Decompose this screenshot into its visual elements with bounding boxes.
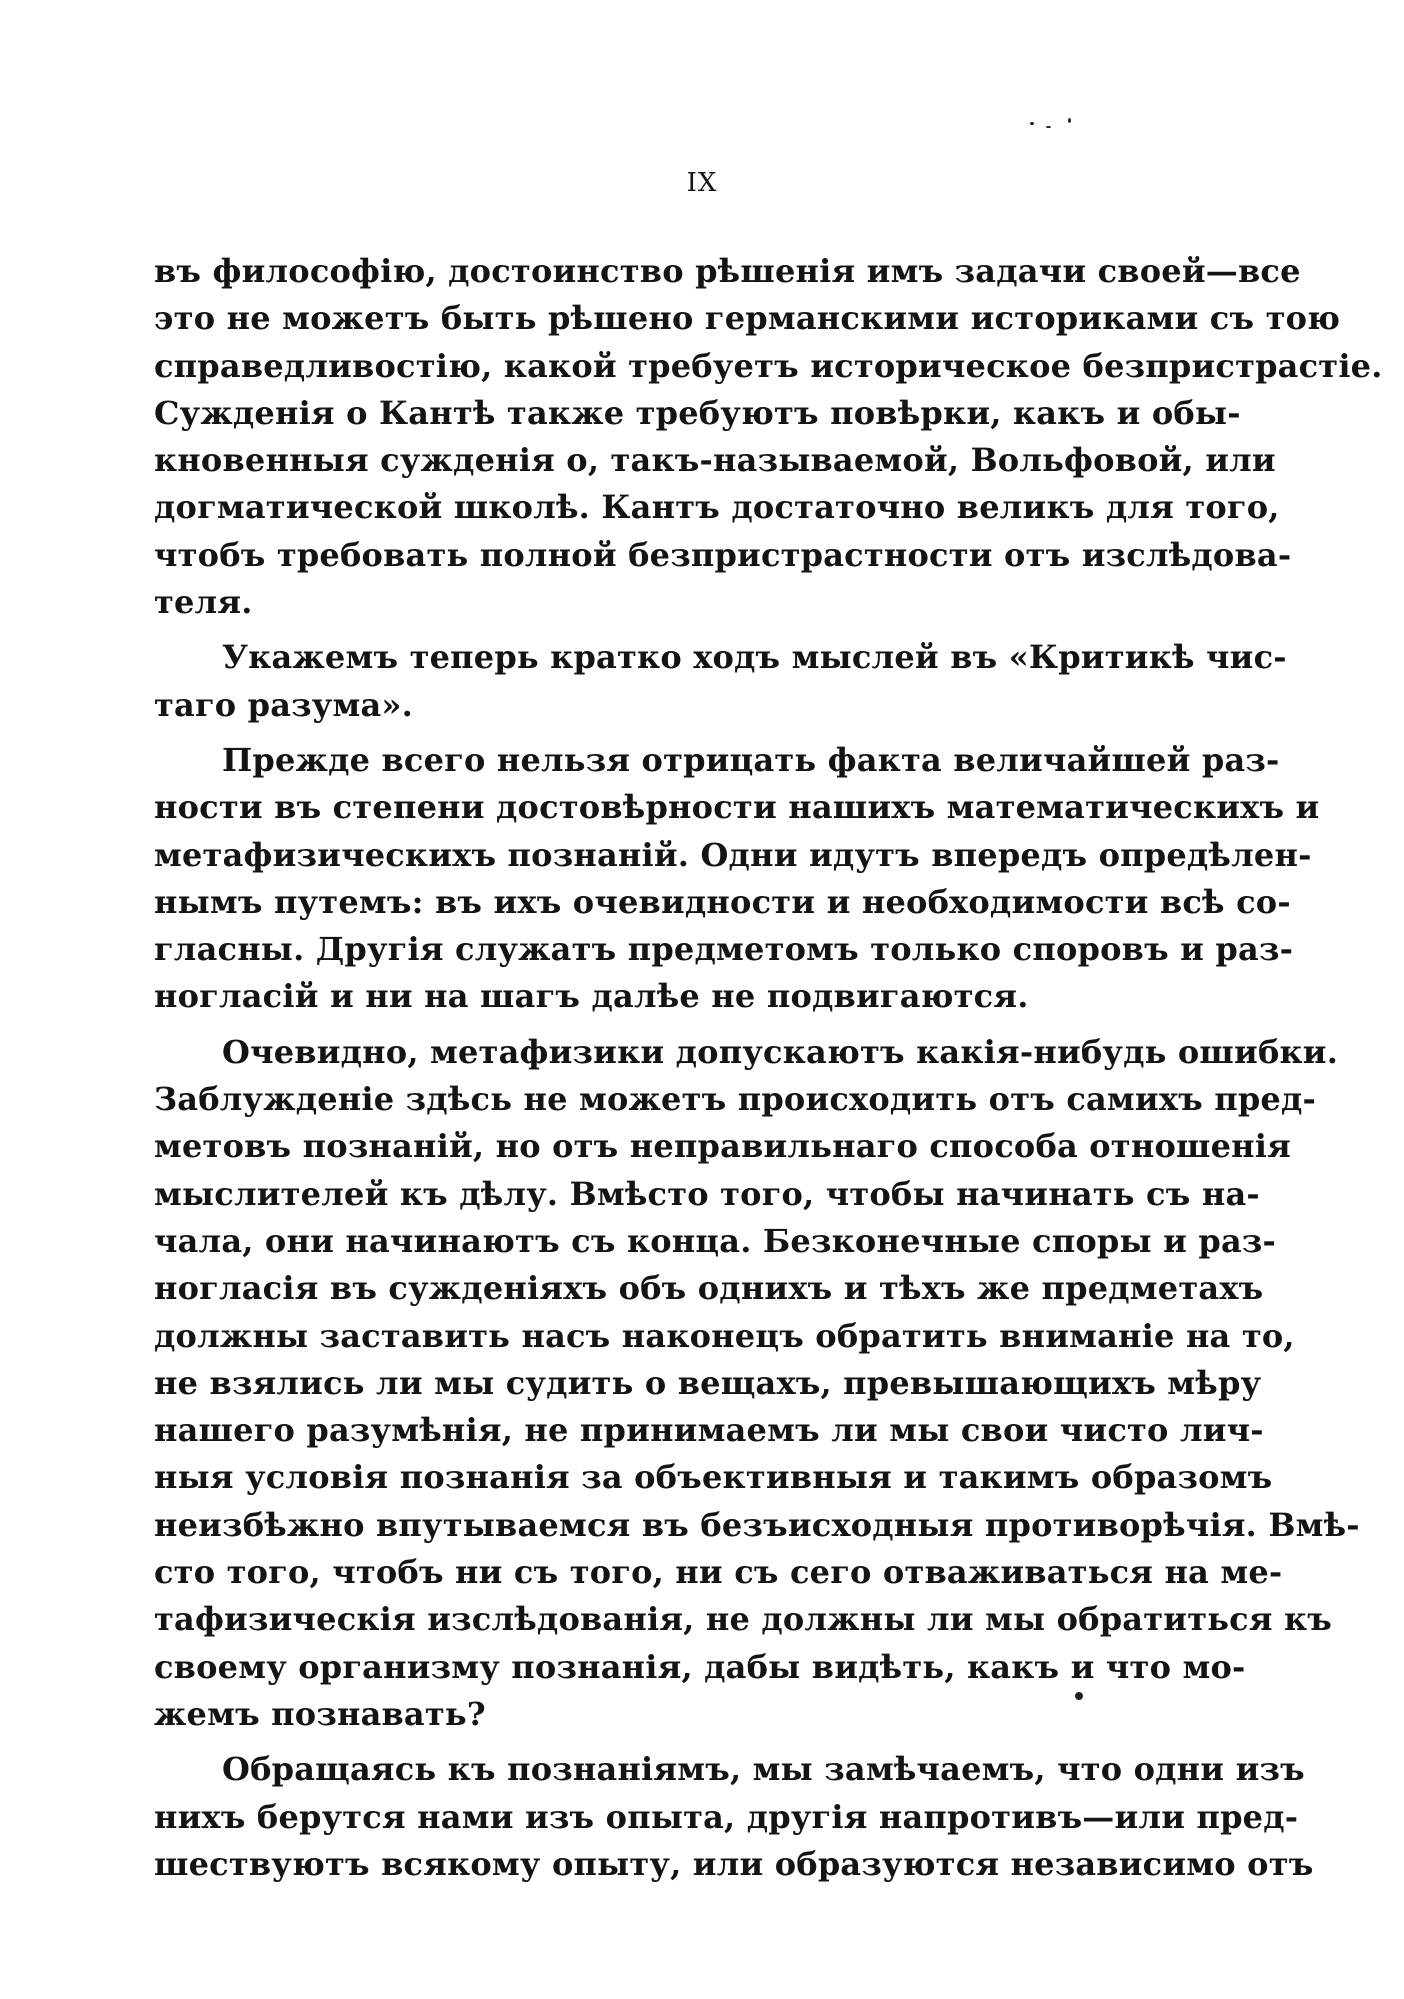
text-line: нымъ путемъ: въ ихъ очевидности и необходимости всѣ со- xyxy=(154,882,1291,921)
paragraph-gap xyxy=(154,626,1230,634)
body-text xyxy=(154,248,1383,1888)
text-line: Заблужденіе здѣсь не можетъ происходить отъ самихъ пред- xyxy=(154,1080,1316,1119)
text-line: чала, они начинаютъ съ конца. Безконечные споры и раз- xyxy=(154,1221,1276,1260)
paragraph xyxy=(154,737,1320,1021)
text-line: неизбѣжно впутываемся въ безъисходныя противорѣчія. Вмѣ- xyxy=(154,1505,1360,1544)
text-line: Укажемъ теперь кратко ходъ мыслей въ «Критикѣ чис- xyxy=(222,638,1287,677)
text-line: своему организму познанія, дабы видѣть, какъ и что мо- xyxy=(154,1647,1246,1686)
text-line: мыслителей къ дѣлу. Вмѣсто того, чтобы начинать съ на- xyxy=(154,1174,1260,1213)
text-line: тафизическія изслѣдованія, не должны ли мы обратиться къ xyxy=(154,1600,1333,1639)
page-number: IX xyxy=(686,168,718,198)
text-line: нашего разумѣнія, не принимаемъ ли мы свои чисто лич- xyxy=(154,1411,1264,1450)
text-line: метовъ познаній, но отъ неправильнаго способа отношенія xyxy=(154,1127,1291,1166)
text-line: ногласія въ сужденіяхъ объ однихъ и тѣхъ же предметахъ xyxy=(154,1269,1264,1308)
text-line: въ философію, достоинство рѣшенія имъ задачи своей—все xyxy=(154,252,1301,290)
scan-speck xyxy=(1068,118,1071,123)
text-line: ныя условія познанія за объективныя и такимъ образомъ xyxy=(154,1458,1273,1497)
scan-speck xyxy=(1030,122,1034,125)
text-line: должны заставить насъ наконецъ обратить вниманіе на то, xyxy=(154,1316,1295,1355)
text-line: жемъ познавать? xyxy=(154,1694,486,1733)
text-line: ности въ степени достовѣрности нашихъ математическихъ и xyxy=(154,788,1320,827)
text-line: это не можетъ быть рѣшено германскими историками съ тою xyxy=(154,299,1341,338)
text-line: таго разума». xyxy=(154,685,413,724)
text-line: догматической школѣ. Кантъ достаточно великъ для того, xyxy=(154,488,1280,527)
text-line: гласны. Другія служатъ предметомъ только споровъ и раз- xyxy=(154,930,1294,969)
text-line: нихъ берутся нами изъ опыта, другія напротивъ—или пред- xyxy=(154,1797,1299,1836)
text-line: ногласій и ни на шагъ далѣе не подвигаются. xyxy=(154,977,1029,1016)
paragraph xyxy=(154,634,1287,729)
text-line: сто того, чтобъ ни съ того, ни съ сего отваживаться на ме- xyxy=(154,1553,1283,1592)
text-line: Очевидно, метафизики допускаютъ какія-нибудь ошибки. xyxy=(222,1032,1339,1071)
text-line: не взялись ли мы судить о вещахъ, превышающихъ мѣру xyxy=(154,1363,1262,1402)
text-line: Обращаясь къ познаніямъ, мы замѣчаемъ, что одни изъ xyxy=(222,1750,1305,1789)
paragraph xyxy=(154,1029,1360,1738)
paragraph xyxy=(154,248,1383,626)
text-line: теля. xyxy=(154,583,253,622)
paragraph xyxy=(154,1746,1314,1888)
scan-speck xyxy=(1046,126,1051,128)
text-line: чтобъ требовать полной безпристрастности отъ изслѣдова- xyxy=(154,535,1292,574)
text-line: справедливостію, какой требуетъ историческое безпристрастіе. xyxy=(154,346,1383,385)
scan-speck xyxy=(1075,1692,1083,1700)
text-line: метафизическихъ познаній. Одни идутъ впередъ опредѣлен- xyxy=(154,835,1312,874)
paragraph-gap xyxy=(154,1738,1230,1746)
paragraph-gap xyxy=(154,1021,1230,1029)
text-line: Сужденія о Кантѣ также требуютъ повѣрки, какъ и обы- xyxy=(154,393,1241,432)
text-line: Прежде всего нельзя отрицать факта величайшей раз- xyxy=(222,740,1280,779)
paragraph-gap xyxy=(154,729,1230,737)
text-line: шествуютъ всякому опыту, или образуются независимо отъ xyxy=(154,1844,1314,1883)
text-line: кновенныя сужденія о, такъ-называемой, Вольфовой, или xyxy=(154,441,1276,480)
